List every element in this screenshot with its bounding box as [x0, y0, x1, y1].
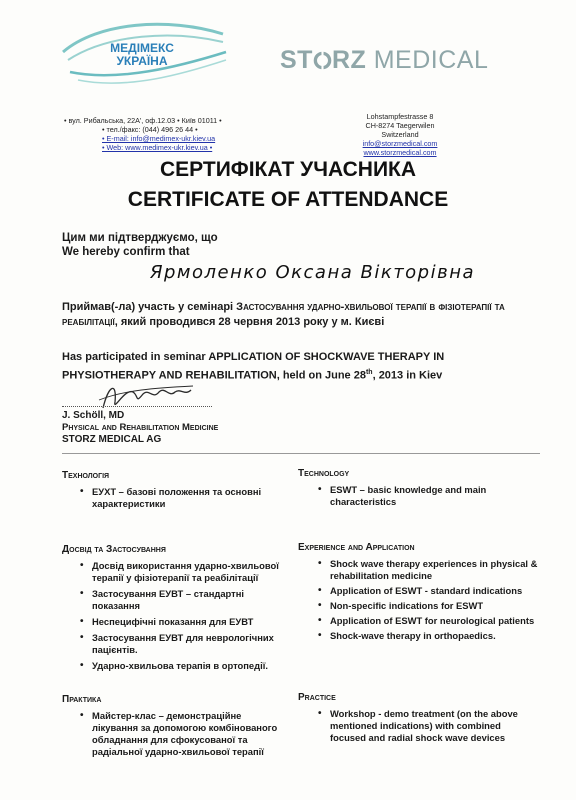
- storz-email-link[interactable]: info@storzmedical.com: [362, 139, 438, 148]
- confirm-text-en: We hereby confirm that: [62, 246, 190, 258]
- medimex-logo-line2: УКРАЇНА: [116, 54, 168, 68]
- storz-medical-logo: [280, 46, 488, 75]
- list-item: • Application of ESWT for neurological patients: [330, 615, 540, 627]
- confirm-text: [62, 231, 218, 259]
- section-heading-en-experience: Experience and Application: [298, 542, 415, 553]
- signer-company: STORZ MEDICAL AG: [62, 434, 162, 445]
- list-item: • Застосування ЕУВТ – стандартні показання: [92, 588, 292, 612]
- storz-address-country: Switzerland: [381, 130, 419, 139]
- section-list-ua-technology: [92, 486, 282, 510]
- list-item: • Application of ESWT - standard indications: [330, 585, 540, 597]
- medimex-email-link[interactable]: • E-mail: info@medimex-ukr.kiev.ua: [102, 134, 216, 143]
- storz-web-link[interactable]: www.storzmedical.com: [363, 148, 437, 157]
- participation-en-date-suffix: th: [365, 369, 373, 376]
- certificate-title-ua: СЕРТИФІКАТ УЧАСНИКА: [159, 158, 417, 181]
- storz-logo-o-icon: [313, 46, 332, 75]
- section-heading-ua-practice: Практика: [62, 694, 102, 705]
- participation-ua-date: , який проводився 28 червня 2013 року у м. Києві: [114, 316, 385, 328]
- section-heading-ua-experience: Досвід та Застосування: [62, 544, 166, 555]
- medimex-address-phone: • тел./факс: (044) 496 26 44 •: [102, 125, 198, 134]
- section-list-en-technology: [330, 484, 540, 508]
- storz-logo-medical: MEDICAL: [366, 46, 489, 74]
- list-item: • ESWT – basic knowledge and main characteristics: [330, 484, 540, 508]
- list-item: • Застосування ЕУВТ для неврологічних пацієнтів.: [92, 632, 292, 656]
- storz-address-city: CH-8274 Taegerwilen: [365, 121, 435, 130]
- participation-text-ua: [62, 300, 540, 330]
- medimex-logo-text: [82, 42, 202, 68]
- participation-en-seminar: APPLICATION OF SHOCKWAVE THERAPY IN PHYSIOTHERAPY AND REHABILITATION: [62, 351, 445, 382]
- section-list-ua-experience: [92, 560, 292, 676]
- section-list-en-practice: [330, 708, 530, 744]
- signer-name: J. Schöll, MD: [62, 410, 125, 421]
- participation-ua-seminar: Застосування ударно-хвильової терапії в фізіотерапії та реабілітації: [62, 301, 505, 328]
- storz-address-street: Lohstampfestrasse 8: [366, 112, 434, 121]
- section-heading-en-practice: Practice: [298, 692, 336, 703]
- storz-address: [340, 112, 460, 157]
- participation-en-lead: Has participated in seminar: [62, 351, 209, 363]
- medimex-address-street: • вул. Рибальська, 22А', оф.12.03 • Київ 01011 •: [64, 116, 222, 125]
- list-item: • Неспецифічні показання для ЕУВТ: [92, 616, 292, 628]
- participation-ua-lead: Приймав(-ла) участь у семінарі: [62, 301, 237, 313]
- list-item: • Досвід використання ударно-хвильової терапії у фізіотерапії та реабілітації: [92, 560, 292, 584]
- list-item: • Workshop - demo treatment (on the above mentioned indications) with combined focused and radial shock wave devices: [330, 708, 530, 744]
- participant-name: Ярмоленко Оксана Вікторівна: [150, 262, 476, 283]
- list-item: • Ударно-хвильова терапія в ортопедії.: [92, 660, 292, 672]
- confirm-text-ua: Цим ми підтверджуємо, що: [62, 232, 218, 244]
- medimex-web-link[interactable]: • Web: www.medimex-ukr.kiev.ua •: [102, 143, 213, 152]
- storz-logo-st: ST: [280, 46, 313, 74]
- participation-en-year: , 2013 in Kiev: [372, 369, 443, 382]
- section-heading-en-technology: Technology: [298, 468, 350, 479]
- signer-role: Physical and Rehabilitation Medicine: [62, 422, 219, 433]
- list-item: • Майстер-клас – демонстраційне лікування за допомогою комбінованого обладнання для сфокусованої та радіальної ударно-хвильової терапії: [92, 710, 282, 758]
- list-item: • Non-specific indications for ESWT: [330, 600, 540, 612]
- section-list-ua-practice: [92, 710, 282, 758]
- section-heading-ua-technology: Технологія: [62, 470, 110, 481]
- signature-mark: [95, 378, 195, 414]
- list-item: • Shock wave therapy experiences in physical & rehabilitation medicine: [330, 558, 540, 582]
- signature-line: [62, 406, 212, 407]
- certificate-title-en: CERTIFICATE OF ATTENDANCE: [127, 188, 449, 211]
- section-list-en-experience: [330, 558, 540, 645]
- participation-en-date: , held on June 28: [276, 369, 366, 382]
- medimex-address: [64, 116, 222, 152]
- storz-logo-rz: RZ: [331, 46, 367, 74]
- medimex-logo-line1: МЕДІМЕКС: [110, 41, 174, 55]
- section-divider: [62, 453, 540, 454]
- list-item: • ЕУХТ – базові положення та основні характеристики: [92, 486, 282, 510]
- signer-block: [62, 410, 218, 446]
- list-item: • Shock-wave therapy in orthopaedics.: [330, 630, 540, 642]
